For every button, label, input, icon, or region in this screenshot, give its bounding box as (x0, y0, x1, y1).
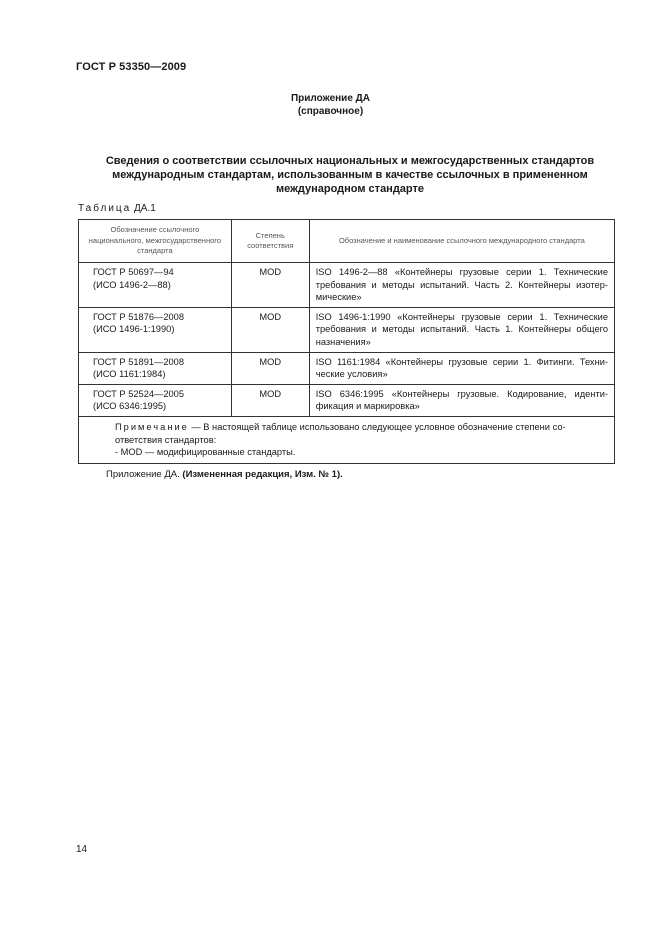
degree-cell: MOD (231, 384, 309, 416)
section-title: Сведения о соответствии ссылочных национальных и межгосударственных стандартов международным стандартам, использованным в качестве ссылочных в примененном международном стандарте (105, 155, 595, 195)
degree-cell: MOD (231, 352, 309, 384)
change-note-prefix: Приложение ДА. (106, 469, 183, 480)
international-standard-cell: ISO 6346:1995 «Контейнеры грузовые. Кодирование, иденти-фикация и маркировка» (309, 384, 614, 416)
national-standard-cell (79, 307, 232, 352)
correspondence-table (78, 219, 615, 464)
international-standard-cell: ISO 1161:1984 «Контейнеры грузовые серии 1. Фитинги. Техни-ческие условия» (309, 352, 614, 384)
national-standard-iso-ref: (ИСО 1496-2—88) (93, 279, 171, 290)
change-note (106, 469, 343, 480)
national-standard-cell (79, 352, 232, 384)
header-degree: Степень соответствия (231, 220, 309, 263)
national-standard-code: ГОСТ Р 51891—2008 (93, 356, 185, 367)
national-standard-iso-ref: (ИСО 6346:1995) (93, 401, 167, 412)
national-standard-code: ГОСТ Р 52524—2005 (93, 388, 185, 399)
international-standard-cell: ISO 1496-1:1990 «Контейнеры грузовые серии 1. Технические требования и методы испытаний. Часть 1. Контейнеры общего назначения» (309, 307, 614, 352)
table-note-body (115, 421, 608, 446)
table-note-item: - MOD — модифицированные стандарты. (115, 447, 296, 458)
national-standard-code: ГОСТ Р 50697—94 (93, 267, 174, 277)
national-standard-cell (79, 263, 232, 308)
appendix-subtitle: (справочное) (297, 106, 364, 117)
page-number: 14 (76, 844, 88, 855)
document-id: ГОСТ Р 53350—2009 (76, 61, 187, 73)
degree-cell: MOD (231, 263, 309, 308)
table-row (79, 307, 615, 352)
table-note (79, 416, 615, 463)
international-standard-cell: ISO 1496-2—88 «Контейнеры грузовые серии 1. Технические требования и методы испытаний. Часть 2. Контейнеры изотер-мические» (309, 263, 614, 308)
header-national-standard: Обозначение ссылочного национального, межгосударственного стандарта (79, 220, 232, 263)
appendix-heading (0, 92, 661, 118)
national-standard-code: ГОСТ Р 51876—2008 (93, 311, 185, 322)
header-international-standard: Обозначение и наименование ссылочного международного стандарта (309, 220, 614, 263)
national-standard-cell (79, 384, 232, 416)
table-caption-word: Таблица (78, 203, 132, 214)
appendix-title: Приложение ДА (290, 93, 371, 104)
table-caption (78, 203, 156, 214)
table-row (79, 384, 615, 416)
table-row (79, 263, 615, 308)
table-row (79, 352, 615, 384)
table-note-label: Примечание (115, 421, 189, 432)
national-standard-iso-ref: (ИСО 1496-1:1990) (93, 324, 175, 335)
change-note-bold: (Измененная редакция, Изм. № 1). (182, 469, 343, 480)
national-standard-iso-ref: (ИСО 1161:1984) (93, 369, 166, 380)
table-header-row (79, 220, 615, 263)
table-note-row (79, 416, 615, 463)
table-caption-id: ДА.1 (134, 203, 156, 214)
table-note-text: — В настоящей таблице использовано следующее условное обозначение степени со-ответствия стандартов: (115, 421, 566, 445)
degree-cell: MOD (231, 307, 309, 352)
